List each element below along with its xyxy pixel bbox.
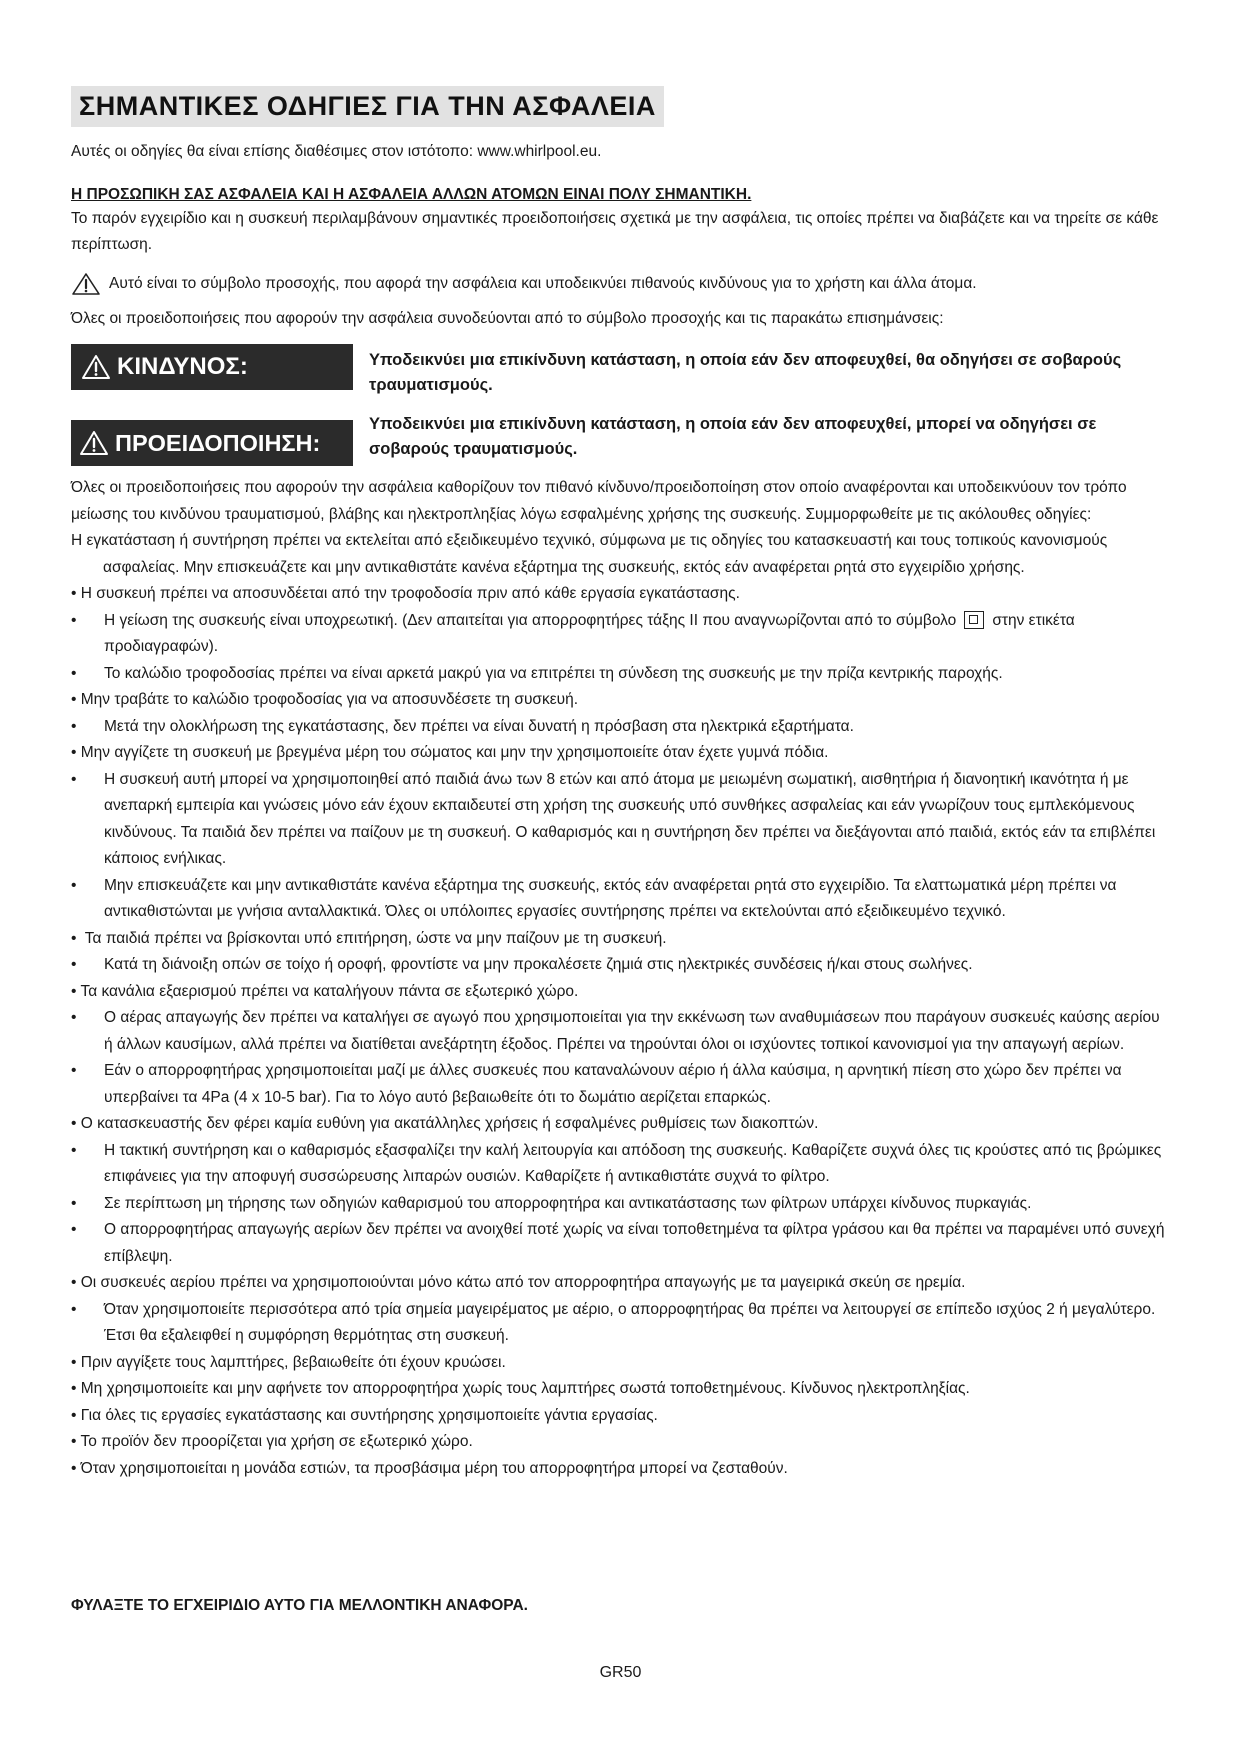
rule-item: [71, 1403, 1171, 1430]
warning-triangle-icon: [71, 272, 101, 296]
bullet: •: [71, 1459, 77, 1477]
rule-item: [71, 1456, 1171, 1483]
rule-text: [104, 608, 1171, 661]
safety-content: [71, 86, 1171, 1482]
rule-item: [71, 979, 1171, 1006]
bullet: •: [71, 929, 77, 947]
warning-description: Υποδεικνύει μια επικίνδυνη κατάσταση, η οποία εάν δεν αποφευχθεί, μπορεί να οδηγήσει σε σοβαρούς τραυματισμούς.: [369, 415, 1097, 458]
rule-item: [71, 1005, 1171, 1058]
danger-label: [71, 344, 353, 390]
keep-manual-note: ΦΥΛΑΞΤΕ ΤΟ ΕΓΧΕΙΡΙΔΙΟ ΑΥΤΟ ΓΙΑ ΜΕΛΛΟΝΤΙΚΗ ΑΝΑΦΟΡΑ.: [71, 1597, 528, 1614]
rule-text: Ο απορροφητήρας απαγωγής αερίων δεν πρέπει να ανοιχθεί ποτέ χωρίς να είναι τοποθετημένα τα φίλτρα γράσου και θα πρέπει να παραμένει υπό συνεχή επίβλεψη.: [104, 1221, 1165, 1265]
bullet: •: [71, 717, 77, 735]
rule-item: [71, 581, 1171, 608]
rule-item: [71, 1429, 1171, 1456]
rule-text: Εάν ο απορροφητήρας χρησιμοποιείται μαζί με άλλες συσκευές που καταναλώνουν αέριο ή άλλα καύσιμα, η αρνητική πίεση στο χώρο δεν πρέπει να υπερβαίνει τα 4Pa (4 x 10-5 bar). Για το λόγο αυτό βεβαιωθείτε ότι το δωμάτιο αερίζεται επαρκώς.: [104, 1062, 1122, 1106]
general-note: Όλες οι προειδοποιήσεις που αφορούν την ασφάλεια καθορίζουν τον πιθανό κίνδυνο/προειδοποίηση στον οποίο αναφέρονται και υποδεικνύουν τον τρόπο μείωσης του κινδύνου τραυματισμού, βλάβης και ηλεκτροπληξίας λόγω εσφαλμένης χρήσης της συσκευής. Συμμορφωθείτε με τις ακόλουθες οδηγίες:: [71, 479, 1127, 523]
rule-text: Κατά τη διάνοιξη οπών σε τοίχο ή οροφή, φροντίστε να μην προκαλέσετε ζημιά στις ηλεκτρικές συνδέσεις ή/και στους σωλήνες.: [104, 956, 973, 973]
rule-text-part: Η γείωση της συσκευής είναι υποχρεωτική. (Δεν απαιτείται για απορροφητήρες τάξης II που αναγνωρίζονται από το σύμβολο: [104, 611, 957, 629]
rule-text: Το καλώδιο τροφοδοσίας πρέπει να είναι αρκετά μακρύ για να επιτρέπει τη σύνδεση της συσκευής με την πρίζα κεντρικής παροχής.: [104, 664, 1003, 682]
warning-label-text: ΠΡΟΕΙΔΟΠΟΙΗΣΗ:: [115, 429, 321, 456]
rule-text: Για όλες τις εργασίες εγκατάστασης και συντήρησης χρησιμοποιείτε γάντια εργασίας.: [80, 1406, 658, 1424]
rule-text: Μην τραβάτε το καλώδιο τροφοδοσίας για να αποσυνδέσετε τη συσκευή.: [80, 691, 579, 708]
rule-item: [71, 873, 1171, 926]
rule-text-part: στην ετικέτα προδιαγραφών).: [104, 611, 1075, 655]
bullet: •: [71, 744, 77, 761]
bullet: •: [71, 1221, 77, 1238]
rule-item: [71, 926, 1171, 953]
rule-item: [71, 1350, 1171, 1377]
bullet: •: [71, 1009, 77, 1026]
bullet: •: [71, 1274, 77, 1291]
rule-text: Όταν χρησιμοποιείται η μονάδα εστιών, τα προσβάσιμα μέρη του απορροφητήρα μπορεί να ζεσταθούν.: [80, 1459, 788, 1477]
danger-row: [71, 344, 1171, 398]
intro-website: Αυτές οι οδηγίες θα είναι επίσης διαθέσιμες στον ιστότοπο: www.whirlpool.eu.: [71, 143, 602, 160]
bullet: •: [71, 1300, 77, 1318]
rule-text: Ο κατασκευαστής δεν φέρει καμία ευθύνη για ακατάλληλες χρήσεις ή εσφαλμένες ρυθμίσεις των διακοπτών.: [80, 1115, 819, 1132]
warning-label: [71, 420, 353, 466]
rule-text: Τα κανάλια εξαερισμού πρέπει να καταλήγουν πάντα σε εξωτερικό χώρο.: [80, 982, 579, 1000]
rule-text: Σε περίπτωση μη τήρησης των οδηγιών καθαρισμού του απορροφητήρα και αντικατάστασης των φίλτρων υπάρχει κίνδυνος πυρκαγιάς.: [104, 1194, 1032, 1212]
bullet: •: [71, 770, 77, 788]
symbol-note: Αυτό είναι το σύμβολο προσοχής, που αφορά την ασφάλεια και υποδεικνύει πιθανούς κινδύνους για το χρήστη και άλλα άτομα.: [109, 275, 977, 292]
rule-item: [71, 1138, 1171, 1191]
warning-triangle-icon: [81, 354, 111, 380]
rule-text: Μη χρησιμοποιείτε και μην αφήνετε τον απορροφητήρα χωρίς τους λαμπτήρες σωστά τοποθετημένους. Κίνδυνος ηλεκτροπληξίας.: [80, 1380, 970, 1397]
rule-text: Η συσκευή πρέπει να αποσυνδέεται από την τροφοδοσία πριν από κάθε εργασία εγκατάστασης.: [80, 585, 740, 602]
rule-item: [71, 1376, 1171, 1403]
bullet: •: [71, 1406, 77, 1424]
rule-text: Μην επισκευάζετε και μην αντικαθιστάτε κανένα εξάρτημα της συσκευής, εκτός εάν αναφέρεται ρητά στο εγχειρίδιο. Τα ελαττωματικά μέρη πρέπει να αντικαθιστώνται με γνήσια ανταλλακτικά. Όλες οι υπόλοιπες εργασίες συντήρησης πρέπει να εκτελούνται από εξειδικευμένο τεχνικό.: [104, 876, 1117, 920]
rule-text: Το προϊόν δεν προορίζεται για χρήση σε εξωτερικό χώρο.: [80, 1433, 473, 1450]
warning-triangle-icon: [79, 430, 109, 456]
symbol-explanation: [71, 272, 1171, 296]
rule-text: Όταν χρησιμοποιείτε περισσότερα από τρία σημεία μαγειρέματος με αέριο, ο απορροφητήρας θα πρέπει να λειτουργεί σε επίπεδο ισχύος 2 ή μεγαλύτερο. Έτσι θα εξαλειφθεί η συμφόρηση θερμότητας στη συσκευή.: [104, 1300, 1156, 1344]
rule-text: Η τακτική συντήρηση και ο καθαρισμός εξασφαλίζει την καλή λειτουργία και απόδοση της συσκευής. Καθαρίζετε συχνά όλες τις κρούστες από τις βρώμικες επιφάνειες για την αποφυγή συσσώρευσης λιπαρών ουσιών. Καθαρίζετε ή αντικαθιστάτε συχνά το φίλτρο.: [104, 1141, 1162, 1185]
bullet: •: [71, 1194, 77, 1212]
manual-note: Το παρόν εγχειρίδιο και η συσκευή περιλαμβάνουν σημαντικές προειδοποιήσεις σχετικά με την ασφάλεια, τις οποίες πρέπει να διαβάζετε και να τηρείτε σε κάθε περίπτωση.: [71, 210, 1159, 253]
danger-label-text: ΚΙΝΔΥΝΟΣ:: [117, 353, 248, 380]
rule-text: Μην αγγίζετε τη συσκευή με βρεγμένα μέρη του σώματος και μην την χρησιμοποιείτε όταν έχετε γυμνά πόδια.: [80, 744, 829, 761]
rule-text: Τα παιδιά πρέπει να βρίσκονται υπό επιτήρηση, ώστε να μην παίζουν με τη συσκευή.: [84, 929, 667, 947]
bullet: •: [71, 1380, 77, 1397]
all-warnings-note: Όλες οι προειδοποιήσεις που αφορούν την ασφάλεια συνοδεύονται από το σύμβολο προσοχής και τις παρακάτω επισημάνσεις:: [71, 310, 944, 327]
rule-item: [71, 1191, 1171, 1218]
bullet: •: [71, 664, 77, 682]
rule-item: [71, 687, 1171, 714]
bullet: •: [71, 1353, 77, 1371]
personal-safety-heading: Η ΠΡΟΣΩΠΙΚΗ ΣΑΣ ΑΣΦΑΛΕΙΑ ΚΑΙ Η ΑΣΦΑΛΕΙΑ ΑΛΛΩΝ ΑΤΟΜΩΝ ΕΙΝΑΙ ΠΟΛΥ ΣΗΜΑΝΤΙΚΗ.: [71, 186, 752, 203]
page-title: ΣΗΜΑΝΤΙΚΕΣ ΟΔΗΓΙΕΣ ΓΙΑ ΤΗΝ ΑΣΦΑΛΕΙΑ: [71, 86, 664, 127]
bullet: •: [71, 611, 77, 629]
class-ii-double-square-icon: [964, 611, 984, 629]
rule-item: Η εγκατάσταση ή συντήρηση πρέπει να εκτελείται από εξειδικευμένο τεχνικό, σύμφωνα με τις οδηγίες του κατασκευαστή και τους τοπικούς κανονισμούς ασφαλείας. Μην επισκευάζετε και μην αντικαθιστάτε κανένα εξάρτημα της συσκευής, εκτός εάν αναφέρεται ρητά στο εγχειρίδιο χρήσης.: [71, 532, 1108, 576]
safety-rules: [71, 475, 1171, 1482]
rule-item: [71, 661, 1171, 688]
rule-text: Μετά την ολοκλήρωση της εγκατάστασης, δεν πρέπει να είναι δυνατή η πρόσβαση στα ηλεκτρικά εξαρτήματα.: [104, 717, 854, 735]
bullet: •: [71, 1433, 77, 1450]
page-number: GR50: [599, 1664, 642, 1681]
rule-item: [71, 740, 1171, 767]
bullet: •: [71, 1115, 77, 1132]
rule-item: [71, 1111, 1171, 1138]
rule-item: [71, 952, 1171, 979]
bullet: •: [71, 956, 77, 973]
bullet: •: [71, 1062, 77, 1079]
rule-item: [71, 1058, 1171, 1111]
danger-description: Υποδεικνύει μια επικίνδυνη κατάσταση, η οποία εάν δεν αποφευχθεί, θα οδηγήσει σε σοβαρούς τραυματισμούς.: [369, 351, 1122, 394]
rule-item: [71, 1297, 1171, 1350]
rule-item: [71, 1270, 1171, 1297]
bullet: •: [71, 1141, 77, 1159]
rule-text: Πριν αγγίξετε τους λαμπτήρες, βεβαιωθείτε ότι έχουν κρυώσει.: [80, 1353, 506, 1371]
bullet: •: [71, 982, 77, 1000]
warning-row: [71, 412, 1171, 466]
rule-text: Ο αέρας απαγωγής δεν πρέπει να καταλήγει σε αγωγό που χρησιμοποιείται για την εκκένωση των αναθυμιάσεων που παράγουν συσκευές καύσης αερίου ή άλλων καυσίμων, αλλά πρέπει να διατίθεται ανεξάρτητη έξοδος. Πρέπει να τηρούνται όλοι οι ισχύοντες τοπικοί κανονισμοί για την απαγωγή αερίων.: [104, 1009, 1160, 1053]
rule-item: [71, 767, 1171, 873]
rule-text: Η συσκευή αυτή μπορεί να χρησιμοποιηθεί από παιδιά άνω των 8 ετών και από άτομα με μειωμένη σωματική, αισθητήρια ή διανοητική ικανότητα ή με ανεπαρκή εμπειρία και γνώσεις μόνο εάν έχουν εκπαιδευτεί στη χρήση της συσκευής υπό συνθήκες ασφαλείας και εάν γνωρίζουν τους εμπλεκόμενους κινδύνους. Τα παιδιά δεν πρέπει να παίζουν με τη συσκευή. Ο καθαρισμός και η συντήρηση δεν πρέπει να διεξάγονται από παιδιά, εκτός εάν τα επιβλέπει κάποιος ενήλικας.: [104, 770, 1156, 867]
rule-item: [71, 714, 1171, 741]
bullet: •: [71, 876, 77, 894]
rule-text: Οι συσκευές αερίου πρέπει να χρησιμοποιούνται μόνο κάτω από τον απορροφητήρα απαγωγής με τα μαγειρικά σκεύη σε ηρεμία.: [80, 1274, 966, 1291]
rule-item: [71, 608, 1171, 661]
bullet: •: [71, 691, 77, 708]
bullet: •: [71, 585, 77, 602]
rule-item: [71, 1217, 1171, 1270]
